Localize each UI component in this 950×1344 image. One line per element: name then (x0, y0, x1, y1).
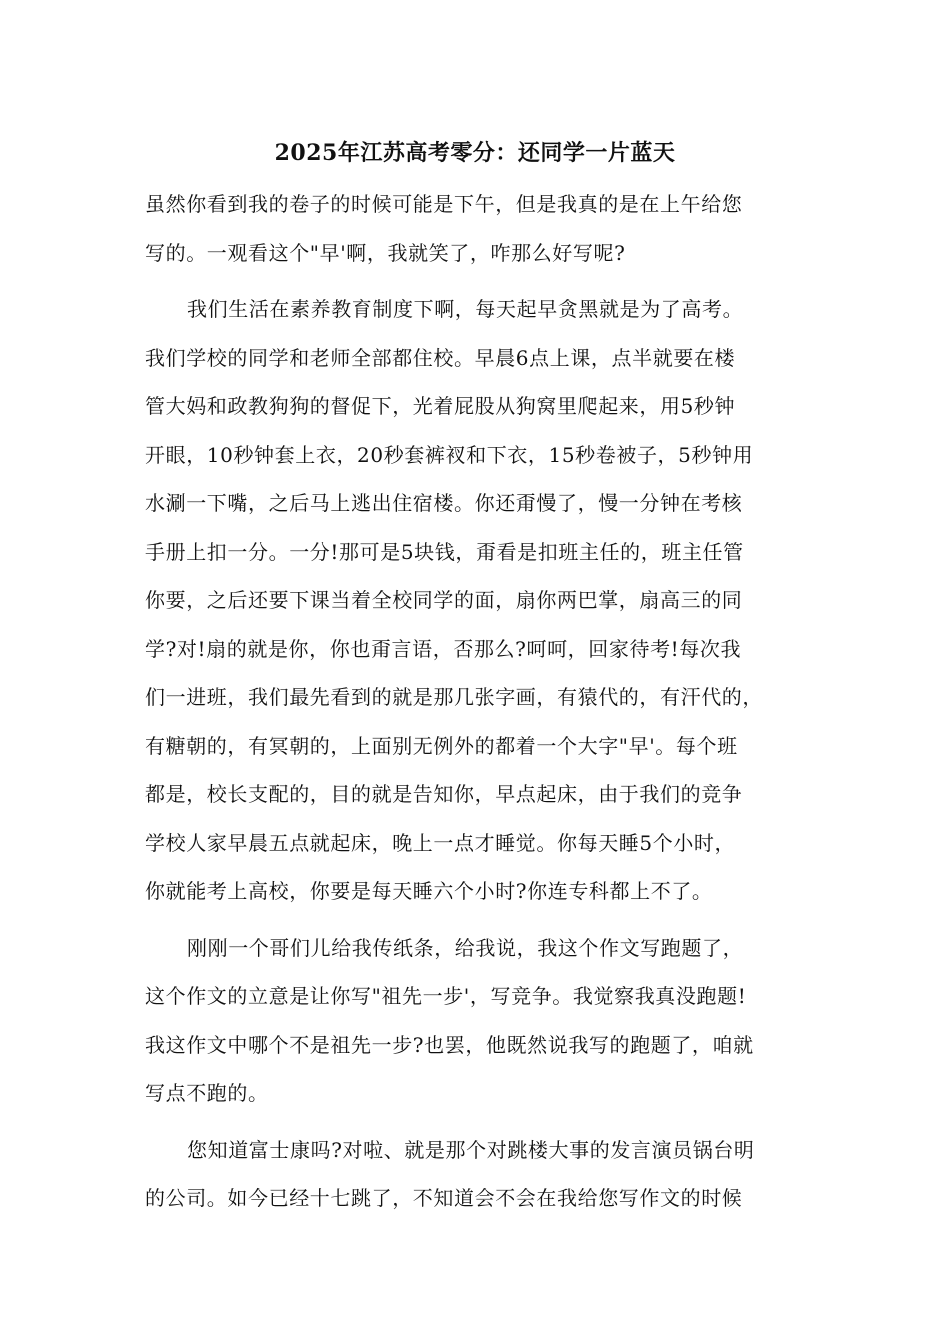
text-line: 我们生活在素养教育制度下啊，每天起早贪黑就是为了高考。 (187, 297, 744, 321)
text-line: 您知道富士康吗?对啦、就是那个对跳楼大事的发言演员锅台明 (187, 1137, 755, 1162)
document-body (145, 180, 825, 1223)
text-line: 我们学校的同学和老师全部都住校。早晨6点上课，点半就要在楼 (145, 345, 736, 370)
text-line: 管大妈和政教狗狗的督促下，光着屁股从狗窝里爬起来，用5秒钟 (145, 394, 736, 418)
text-line: 写的。一观看这个"早'啊，我就笑了，咋那么好写呢? (145, 240, 626, 265)
text-line: 你要，之后还要下课当着全校同学的面，扇你两巴掌，扇高三的同 (145, 588, 743, 612)
text-line: 刚刚一个哥们儿给我传纸条，给我说，我这个作文写跑题了， (187, 935, 744, 960)
text-line: 开眼，10秒钟套上衣，20秒套裤衩和下衣，15秒卷被子，5秒钟用 (145, 442, 754, 467)
text-line: 我这作文中哪个不是祖先一步?也罢，他既然说我写的跑题了，咱就 (145, 1032, 754, 1057)
document-title: 2025年江苏高考零分：还同学一片蓝天 (274, 140, 676, 166)
text-line: 都是，校长支配的，目的就是告知你，早点起床，由于我们的竞争 (145, 782, 743, 806)
text-line: 手册上扣一分。一分!那可是5块钱，甭看是扣班主任的，班主任管 (145, 539, 744, 564)
text-line: 写点不跑的。 (145, 1081, 269, 1105)
text-line: 这个作文的立意是让你写"祖先一步'，写竞争。我觉察我真没跑题! (145, 984, 747, 1008)
text-line: 有糖朝的，有冥朝的，上面别无例外的都着一个大字"早'。每个班 (145, 733, 738, 758)
text-line: 虽然你看到我的卷子的时候可能是下午，但是我真的是在上午给您 (145, 192, 743, 216)
text-line: 学校人家早晨五点就起床，晚上一点才睡觉。你每天睡5个小时， (145, 830, 736, 855)
text-line: 的公司。如今已经十七跳了，不知道会不会在我给您写作文的时候 (145, 1186, 743, 1210)
text-line: 水涮一下嘴，之后马上逃出住宿楼。你还甭慢了，慢一分钟在考核 (145, 491, 743, 515)
text-line: 学?对!扇的就是你，你也甭言语，否那么?呵呵，回家待考!每次我 (145, 636, 742, 661)
text-line: 你就能考上高校，你要是每天睡六个小时?你连专科都上不了。 (145, 879, 713, 903)
text-line: 们一进班，我们最先看到的就是那几张字画，有猿代的，有汗代的， (145, 685, 763, 709)
